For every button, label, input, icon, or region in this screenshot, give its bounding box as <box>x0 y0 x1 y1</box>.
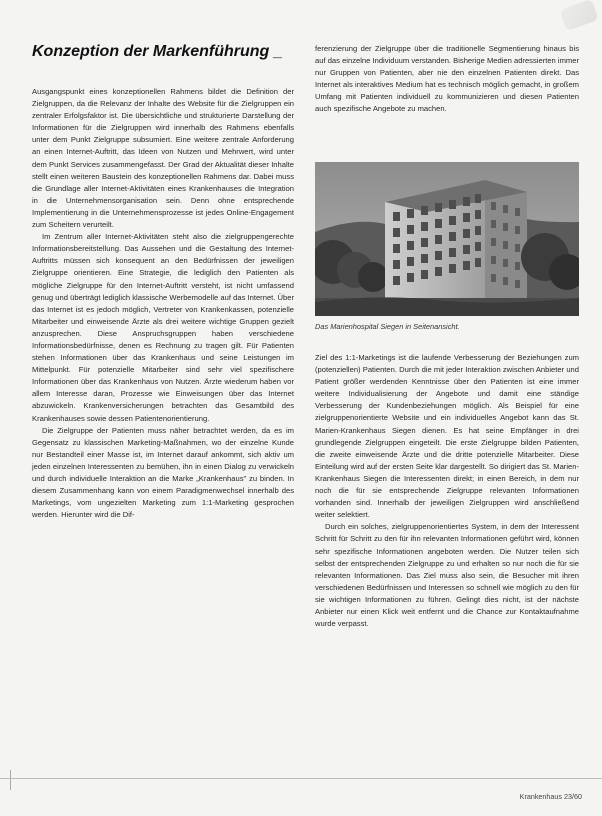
page-folio: Krankenhaus 23/60 <box>519 792 582 801</box>
photo-caption: Das Marienhospital Siegen in Seitenansicht. <box>315 322 460 331</box>
hospital-photo <box>315 162 579 316</box>
left-text-column <box>32 86 294 521</box>
right-text-column-top <box>315 43 579 116</box>
footer-crop-mark <box>10 770 11 790</box>
article-title: Konzeption der Markenführung _ <box>32 43 283 60</box>
right-text-column-lower <box>315 352 579 630</box>
paragraph: Die Zielgruppe der Patienten muss näher betrachtet werden, da es im Gegensatz zu klassischen Marketing-Maßnahmen, wo der einzelne Kunde nur Bestandteil einer Masse ist, im Internet darauf ankommt, sich aktiv um jeden einzelnen Interessenten zu bemühen, ihn in einen Dialog zu verwickeln und durch individuelle Interaktion an die Marke „Krankenhaus" zu binden. In diesem Zusammenhang kann von einem Paradigmenwechsel innerhalb des Marketings, vom ungezielten Marketing zum 1:1-Marketing gesprochen werden. Hierunter wird die Dif- <box>32 425 294 520</box>
corner-fold-mark <box>559 0 598 31</box>
paragraph: Durch ein solches, zielgruppenorientiertes System, in dem der Interessent Schritt für Schritt zu den für ihn relevanten Informationen geführt wird, können sehr spezifische Informationen angeboten werden. Die Nutzer teilen sich selbst der entsprechenden Zielgruppe zu und erhalten so nur noch die für sie relevanten Informationen. Das Ziel muss also sein, die Besucher mit ihren verschiedenen Bedürfnissen und Interessen so schnell wie möglich zu den für sie wichtigen Informationen zu führen. Gelingt dies nicht, ist der nächste Anbieter nur einen Klick weit entfernt und die Chance zur Kontaktaufnahme wurde verpasst. <box>315 522 579 629</box>
paragraph: ferenzierung der Zielgruppe über die traditionelle Segmentierung hinaus bis auf das einzelne Individuum verstanden. Bisherige Medien adressierten immer nur Gruppen von Patienten, aber nie den einzelnen Patienten direkt. Das Internet als interaktives Medium hat es technisch möglich gemacht, in großem Umfang mit Patienten individuell zu kommunizieren und diesen Patienten auch spezifische Angebote zu machen. <box>315 44 579 114</box>
paragraph: Ausgangspunkt eines konzeptionellen Rahmens bildet die Definition der Zielgruppen, da die Relevanz der Inhalte des Website für die Zielgruppen ein zentraler Erfolgsfaktor ist. Die übersichtliche und strukturierte Darstellung der Informationen für die Zielgruppen wird innerhalb des Rahmens ebenfalls unter dem Punkt Zielgruppe subsumiert. Eine weitere zentrale Anforderung an einen Internet-Auftritt, das Ideen von Nutzen und Mehrwert, wird unter dem Punkt Services zusammengefasst. Der Grad der Aktualität dieser Inhalte stellt einen weiteren Baustein des konzeptionellen Rahmens dar. Dabei muss die Grundlage aller Internet-Aktivitäten eines Krankenhauses die Integration in die Unternehmensorganisation sein. Denn ohne entsprechende Implementierung in die Unternehmensprozesse ist jedes Online-Engagement zum Scheitern verurteilt. <box>32 87 294 230</box>
paragraph: Im Zentrum aller Internet-Aktivitäten steht also die zielgruppengerechte Informationsbereitstellung. Das Aussehen und die Gestaltung des Internet-Auftritts müssen sich konsequent an den Bedürfnissen der jeweiligen Zielgruppe orientieren. Eine Strategie, die lediglich den Patienten als mögliche Zielgruppe für den Internet-Auftritt versteht, ist nicht umfassend genug und überträgt lediglich klassische Werbemodelle auf das Internet. Über das Internet ist es jedoch möglich, Vertreter von Krankenkassen, potenzielle Mitarbeiter und einweisende Ärzte als drei weitere wichtige Gruppen gezielt anzusprechen. Diese Anspruchsgruppen haben verschiedene Informationsbedürfnisse, denen es Rechnung zu tragen gilt. Für Patienten stehen Informationen über das Krankenhaus und seine Leistungen im Mittelpunkt. Für potenzielle Mitarbeiter sind sehr viel spezifischere Informationen über das Krankenhaus von Nutzen. Ärzte wiederum haben vor allem Interesse daran, Prozesse wie Einweisungen über das Internet abzuwickeln. Krankenversicherungen betrachten das Gesamtbild des Krankenhauses sowie dessen Patientenorientierung. <box>32 232 294 423</box>
footer-rule <box>0 778 602 779</box>
paragraph: Ziel des 1:1-Marketings ist die laufende Verbesserung der Beziehungen zum (potenziellen) Patienten. Durch die mit jeder Interaktion zwischen Anbieter und Patient größer werdenden Kenntnisse über den Patienten ist eine immer weitere Individualisierung der Angebote und damit eine ständige Verbesserung der Kundenbeziehungen möglich. Als Beispiel für eine zielgruppenorientierte Website und ein individuelles Angebot kann das St. Marien-Krankenhaus Siegen dienen. Es hat seine Empfänger in drei grundlegende Zielgruppen eingeteilt. Die erste Zielgruppe bilden Patienten, die zweite einweisende Ärzte und die dritte potenzielle Mitarbeiter. Diese Einteilung wird auf der ersten Seite klar dargestellt. So dirigiert das St. Marien-Krankenhaus Siegen die Interessenten direkt; in einen Bereich, in dem nur noch die für sie entsprechende Zielgruppe relevanten Informationen vorhanden sind. Innerhalb der jeweiligen Zielgruppen wird anschließend weiter selektiert. <box>315 353 579 520</box>
